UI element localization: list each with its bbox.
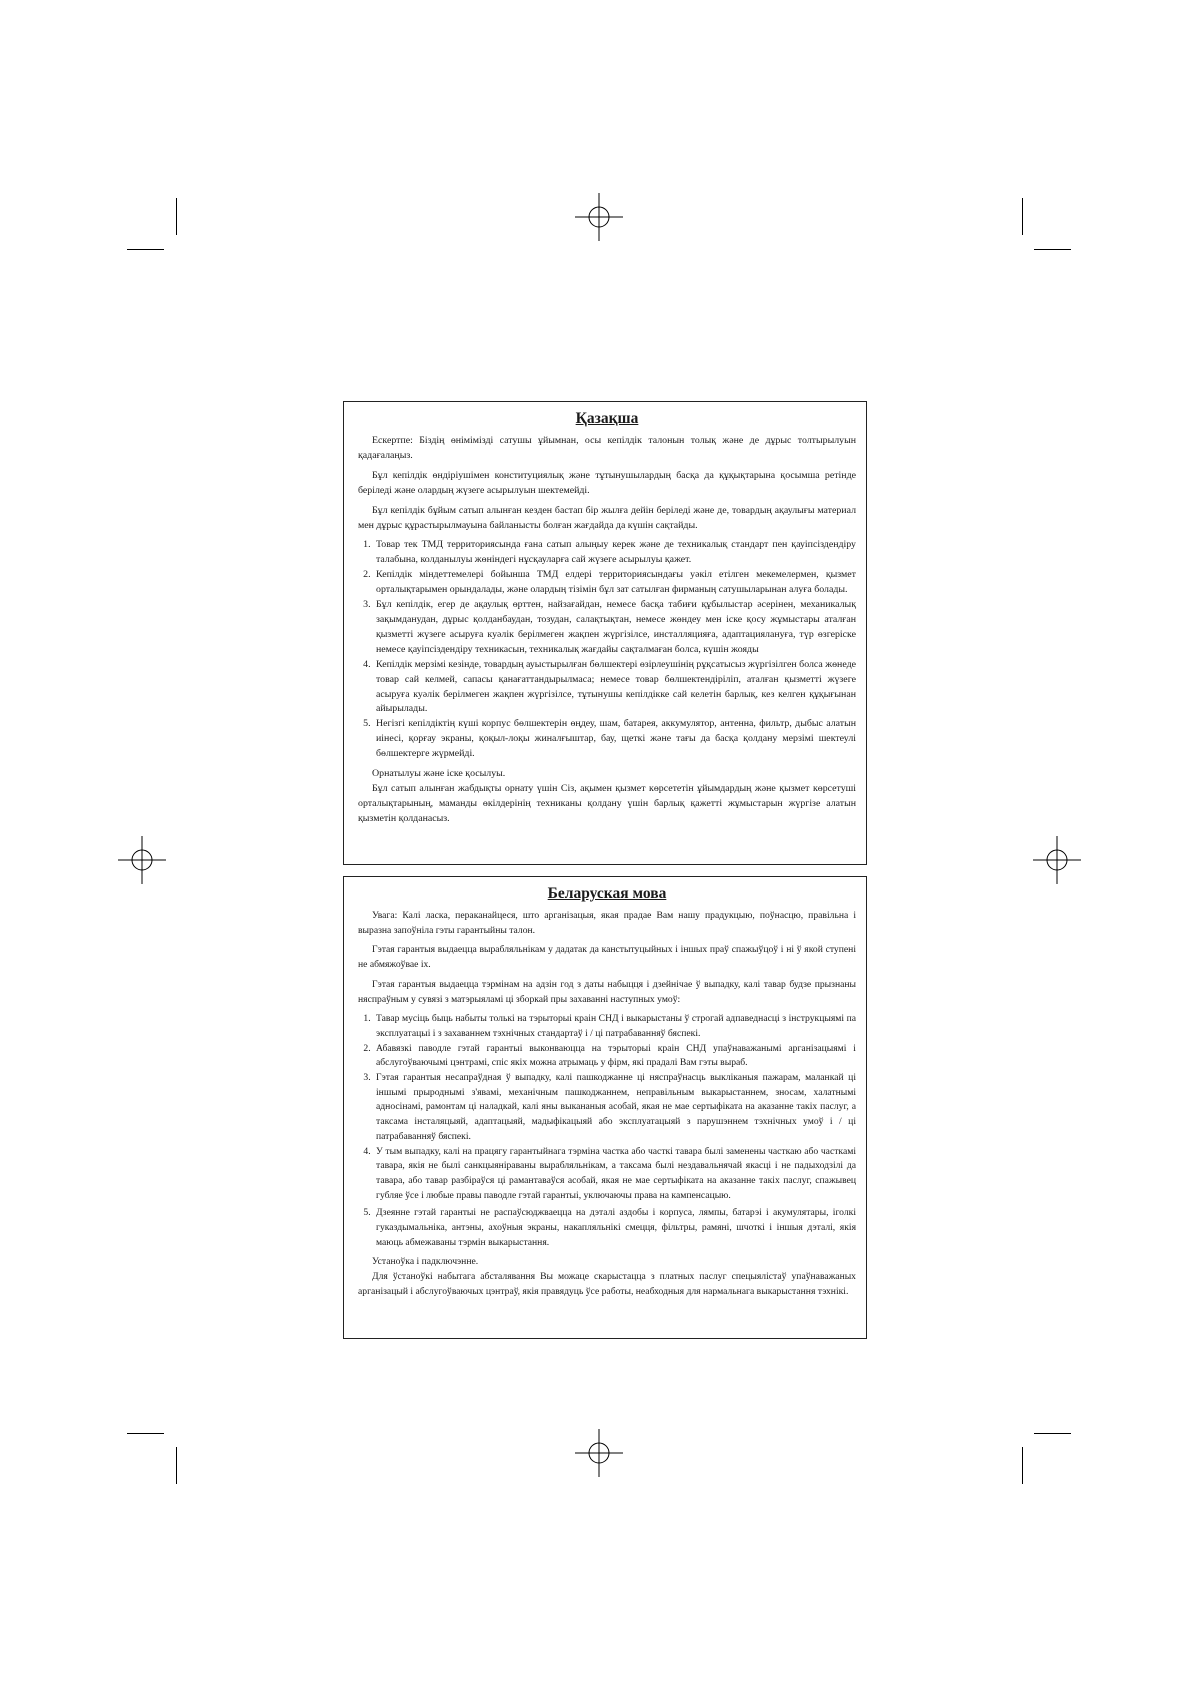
list-item: 2. Абавязкі паводле гэтай гарантыі выконваюцца на тэрыторыі краін СНД упаўнаважанымі арганізацыямі і абслугоўваючымі цэнтрамі, спіс якіх можна атрымаць у фірм, які прадалі Вам гэты выраб.	[373, 1042, 856, 1071]
registration-mark-icon	[116, 834, 168, 886]
crop-mark	[176, 198, 177, 235]
belarusian-warranty-section	[343, 876, 867, 1339]
installation-heading: Орнатылуы және іске қосылуы.	[372, 768, 506, 780]
registration-mark-icon	[1031, 834, 1083, 886]
list-item: 4. Кепілдік мерзімі кезінде, товардың ауыстырылған бөлшектері өзірлеушінің рұқсатысыз жүргізілген болса жөнеде товар сай келмей, сапасы қанағаттандырылмаса; немесе товар бөлшектендіріліп, аталған қызметті жүзеге асыруға куәлік берілмеген жақпен жүргізілсе, тұтынушы кепілдікке сай келетін барлық, кез келген құқығынан айырылады.	[373, 658, 856, 718]
registration-mark-icon	[573, 1427, 625, 1479]
list-item: 3. Бұл кепілдік, егер де ақаулық өрттен, найзағайдан, немесе басқа табиғи құбылыстар әсерінен, механикалық зақымданудан, дұрыс қолданбаудан, тозудан, салақтықтан, немесе жөндеу мен іске қосу жұмыстары аталған қызметті жүзеге асыруға куәлік берілмеген жақпен жүргізілсе, инсталляцияға, адаптациялануға, түр өзгеріске немесе қауіпсіздендіру техникасын, техникалық жағдайы сақталмаған болса, күшін жояды	[373, 598, 856, 658]
crop-mark	[127, 1433, 164, 1434]
list-item: 1. Товар тек ТМД территориясында ғана сатып алыңыу керек және де техникалық стандарт пен қауіпсіздендіру талабына, колданылуы жөніндегі нұсқауларға сай жүзеге асырылуы қажет.	[373, 538, 856, 568]
conditions-list	[358, 538, 856, 762]
crop-mark	[1022, 1447, 1023, 1484]
conditions-list	[358, 1012, 856, 1250]
list-item: 4. У тым выпадку, калі на працягу гарантыйнага тэрміна частка або часткі тавара былі заменены часткаю або часткамі тавара, якія не былі санкцыяніраваны вырабляльнікам, а таксама былі нездавальнячай якасці і не падыходзілі да тавара, або тавар разбіраўся ці рамантаваўся асобай, якая не мае сертыфіката на аказанне такіх паслуг, спажывец губляе ўсе і любые правы паводле гэтай гарантыі, уключаючы права на кампенсацыю.	[373, 1145, 856, 1204]
list-item: 3. Гэтая гарантыя несапраўдная ў выпадку, калі пашкоджанне ці няспраўнасць выкліканыя пажарам, маланкай ці іншымі прыроднымі з'явамі, механічным пашкоджаннем, неправільным выкарыстаннем, зносам, халатнымі адносінамі, рамонтам ці наладкай, калі яны выкананыя асобай, якая не мае сертыфіката на аказанне такіх паслуг, а таксама інсталяцыяй, адаптацыяй, мадыфікацыяй або эксплуатацыяй з парушэннем тэхнічных умоў і / ці патрабаванняў бяспекі.	[373, 1071, 856, 1145]
section-title: Беларуская мова	[547, 885, 667, 902]
installation-heading: Устаноўка і падключэнне.	[372, 1256, 479, 1268]
kazakh-warranty-section	[343, 401, 867, 865]
intro-paragraph: Бұл кепілдік өндіріушімен конституциялық және тұтынушылардың басқа да құқықтарына қосымша ретінде беріледі және олардың жүзеге асырылуын шектемейді.	[358, 469, 856, 496]
list-item: 2. Кепілдік міндеттемелері бойынша ТМД елдері территориясындағы уәкіл етілген мекемелермен, қызмет орталықтарымен орындалады, және олардың тізімін бұл зат сатылған фирманың сатушыларынан алуға болады.	[373, 568, 856, 598]
list-item: 1. Тавар мусіць быць набыты толькі на тэрыторыі краін СНД і выкарыстаны ў строгай адпаведнасці з інструкцыямі па эксплуатацыі і з захаваннем тэхнічных стандартаў і / ці патрабаванняў бяспекі.	[373, 1012, 856, 1041]
crop-mark	[1034, 1433, 1071, 1434]
crop-mark	[127, 249, 164, 250]
list-item: 5. Негізгі кепілдіктің күші корпус бөлшектерін өңдеу, шам, батарея, аккумулятор, антенна, фильтр, дыбыс алатын иінесі, қорғау экраны, қоқыл-лоқы жиналғыштар, бау, щеткі және тағы да басқа қолдану мерзімі шектеулі бөлшектерге жүрмейді.	[373, 717, 856, 762]
intro-paragraph: Гэтая гарантыя выдаецца вырабляльнікам у дадатак да канстытуцыйных і іншых праў спажыўцоў і ні ў якой ступені не абмяжоўвае іх.	[358, 944, 856, 971]
installation-paragraph: Для ўстаноўкі набытага абсталявання Вы можаце скарыстацца з платных паслуг спецыялістаў упаўнаважаных арганізацый і абслугоўваючых цэнтраў, якія правядуць ўсе работы, неабходныя для нармальнага выкарыстання тэхнікі.	[358, 1271, 856, 1297]
installation-paragraph: Бұл сатып алынған жабдықты орнату үшін Сіз, ақымен қызмет көрсететін ұйымдардың және қызмет көрсетуші орталықтарының, маманды өкілдерінің техниканы қолдану үшін барлық қажетті жұмыстарын жүргізе алатын қызметін қолданасыз.	[358, 782, 856, 824]
intro-paragraph: Ескертпе: Біздің өнімімізді сатушы ұйымнан, осы кепілдік талонын толық және де дұрыс толтырылуын қадағалаңыз.	[358, 435, 856, 461]
list-item: 5. Дзеянне гэтай гарантыі не распаўсюджваецца на дэталі аздобы і корпуса, лямпы, батарэі і акумулятары, іголкі гуказдымальніка, антэны, ахоўныя экраны, накапляльнікі смецця, фільтры, рамяні, шчоткі і іншыя дэталі, якія маюць абмежаваны тэрмін выкарыстання.	[373, 1206, 856, 1250]
crop-mark	[1022, 198, 1023, 235]
crop-mark	[1034, 249, 1071, 250]
intro-paragraph: Бұл кепілдік бұйым сатып алынған кезден бастап бір жылға дейін беріледі және де, товардың ақаулығы материал мен дұрыс құрастырылмауына байланысты болған жағдайда да күшін сақтайды.	[358, 504, 856, 531]
intro-paragraph: Гэтая гарантыя выдаецца тэрмінам на адзін год з даты набыцця і дзейнічае ў выпадку, калі тавар будзе прызнаны няспраўным у сувязі з матэрыяламі ці зборкай пры захаванні наступных умоў:	[358, 978, 856, 1005]
section-title: Қазақша	[575, 410, 639, 427]
crop-mark	[176, 1447, 177, 1484]
registration-mark-icon	[573, 191, 625, 243]
intro-paragraph: Увага: Калі ласка, пераканайцеся, што арганізацыя, якая прадае Вам нашу прадукцыю, поўнасцю, правільна і выразна запоўніла гэты гарантыйны талон.	[358, 910, 856, 936]
